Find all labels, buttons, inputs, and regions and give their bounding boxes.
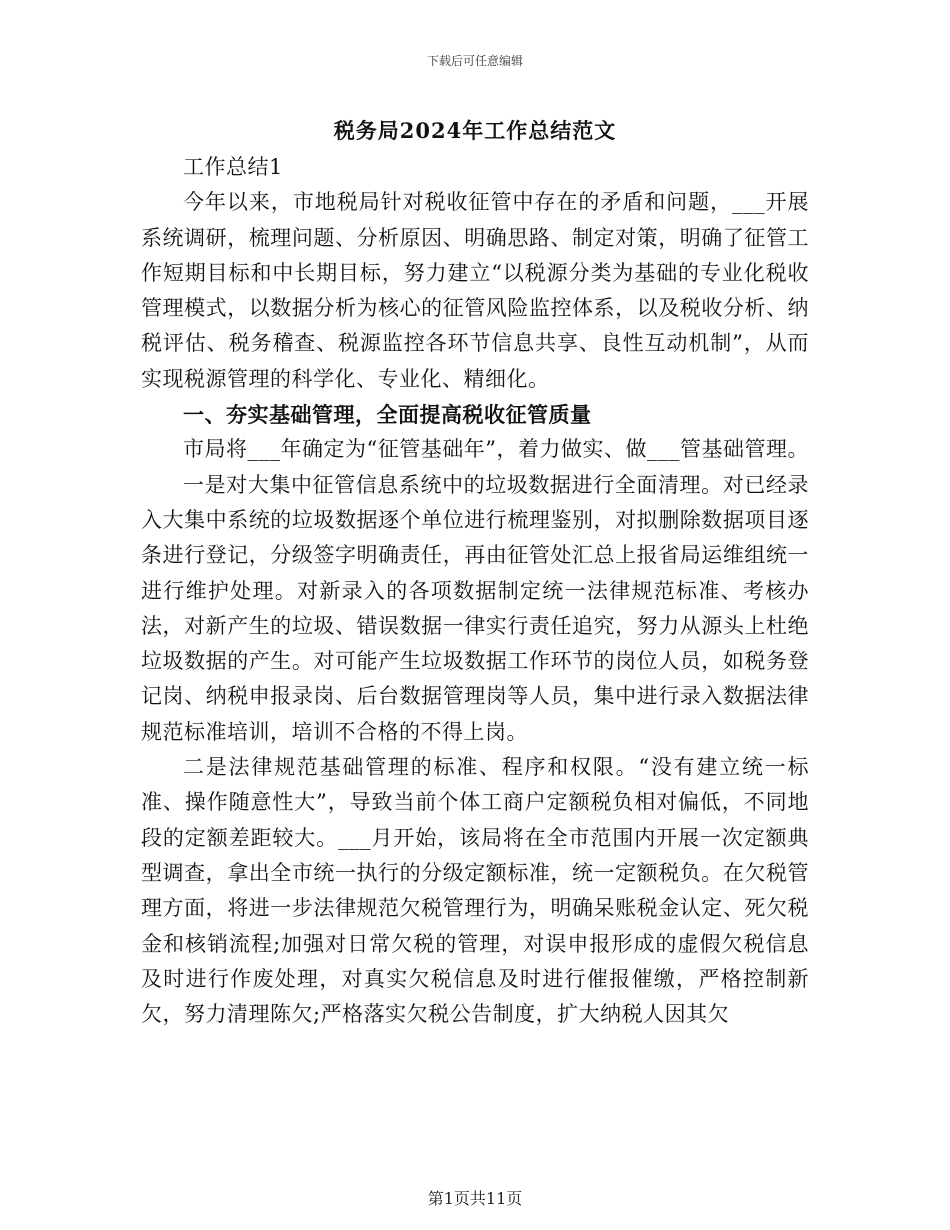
document-title: 税务局2024年工作总结范文: [333, 118, 617, 143]
document-body: [141, 150, 809, 1032]
section-label: 工作总结1: [183, 155, 283, 179]
section-heading: 一、夯实基础管理，全面提高税收征管质量: [183, 402, 592, 428]
paragraph: 市局将___年确定为“征管基础年”，着力做实、做___管基础管理。: [183, 437, 809, 462]
page-number: 第1页共11页: [427, 1189, 523, 1208]
paragraph: 一是对大集中征管信息系统中的垃圾数据进行全面清理。对已经录入大集中系统的垃圾数据逐个单位进行梳理鉴别，对拟删除数据项目逐条进行登记，分级签字明确责任，再由征管处汇总上报省局运维组统一进行维护处理。对新录入的各项数据制定统一法律规范标准、考核办法，对新产生的垃圾、错误数据一律实行责任追究，努力从源头上杜绝垃圾数据的产生。对可能产生垃圾数据工作环节的岗位人员，如税务登记岗、纳税申报录岗、后台数据管理岗等人员，集中进行录入数据法律规范标准培训，培训不合格的不得上岗。: [141, 472, 809, 744]
paragraph: 今年以来，市地税局针对税收征管中存在的矛盾和问题，___开展系统调研，梳理问题、分析原因、明确思路、制定对策，明确了征管工作短期目标和中长期目标，努力建立“以税源分类为基础的专业化税收管理模式，以数据分析为核心的征管风险监控体系，以及税收分析、纳税评估、税务稽查、税源监控各环节信息共享、良性互动机制”，从而实现税源管理的科学化、专业化、精细化。: [141, 190, 809, 391]
paragraph: 二是法律规范基础管理的标准、程序和权限。“没有建立统一标准、操作随意性大”，导致当前个体工商户定额税负相对偏低，不同地段的定额差距较大。___月开始，该局将在全市范围内开展一次定额典型调查，拿出全市统一执行的分级定额标准，统一定额税负。在欠税管理方面，将进一步法律规范欠税管理行为，明确呆账税金认定、死欠税金和核销流程;加强对日常欠税的管理，对误申报形成的虚假欠税信息及时进行作废处理，对真实欠税信息及时进行催报催缴，严格控制新欠，努力清理陈欠;严格落实欠税公告制度，扩大纳税人因其欠: [141, 755, 809, 1027]
page-header-note: 下载后可任意编辑: [426, 54, 523, 68]
